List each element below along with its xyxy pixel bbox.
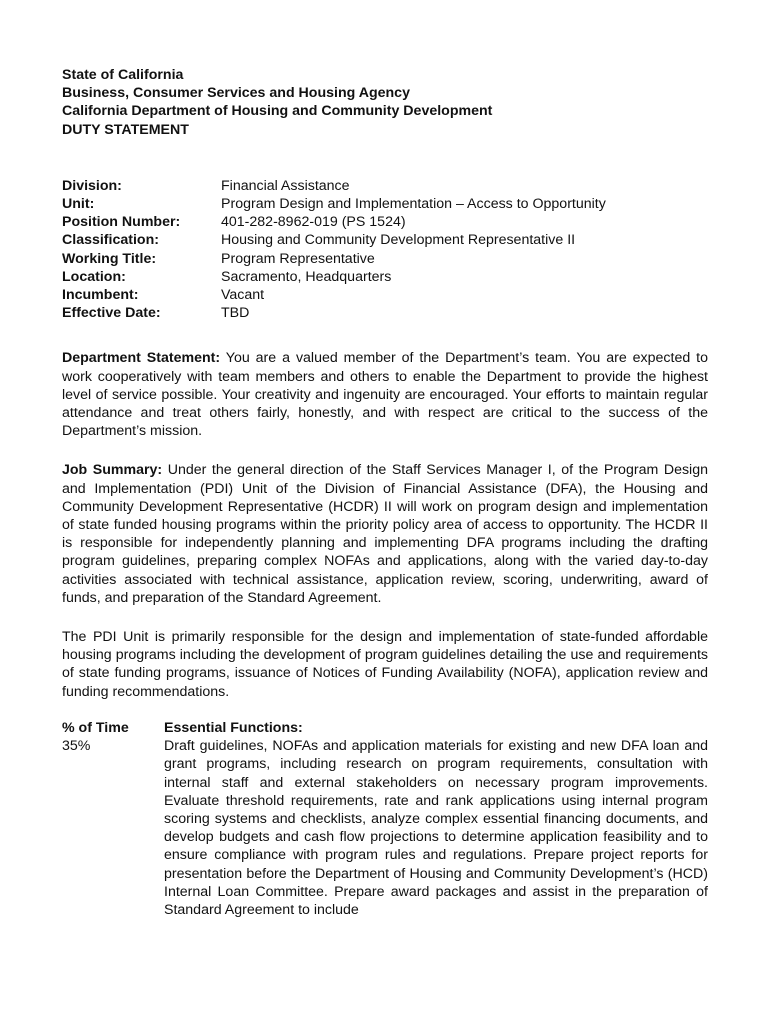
info-value: 401-282-8962-019 (PS 1524) (221, 214, 406, 231)
header-state: State of California (62, 67, 184, 83)
percent-time-header: % of Time (62, 719, 129, 736)
info-value: Vacant (221, 287, 265, 304)
department-statement-text: You are a valued member of the Department’s team. You are expected to work cooperatively with team members and others to enable the Department to provide the highest level of service possible. Your creativity and ingenuity are encouraged. Your efforts to maintain regular attendance and treat others fairly, honestly, and with respect are critical to the success of the Department’s mission. (62, 350, 708, 440)
info-row-unit (62, 195, 708, 213)
info-row-classification (62, 231, 708, 249)
info-value: TBD (221, 305, 250, 322)
info-label: Incumbent: (62, 287, 139, 304)
info-value: Program Design and Implementation – Access to Opportunity (221, 196, 606, 213)
info-row-location (62, 268, 708, 286)
header-agency: Business, Consumer Services and Housing Agency (62, 85, 410, 102)
info-label: Classification: (62, 232, 159, 249)
info-label: Position Number: (62, 214, 181, 231)
info-value: Sacramento, Headquarters (221, 268, 392, 285)
pdi-unit-paragraph: The PDI Unit is primarily responsible for the design and implementation of state-funded affordable housing programs including the development of program guidelines detailing the use and requirements of state funding programs, issuance of Notices of Funding Availability (NOFA), application review and funding recommendations. (62, 629, 708, 700)
department-statement-label: Department Statement: (62, 350, 221, 367)
info-label: Location: (62, 268, 126, 285)
info-label: Unit: (62, 196, 95, 213)
info-value: Program Representative (221, 250, 375, 267)
header-department: California Department of Housing and Community Development (62, 103, 493, 120)
info-value: Financial Assistance (221, 177, 350, 194)
info-row-incumbent (62, 286, 708, 304)
document-header (62, 66, 708, 139)
info-label: Effective Date: (62, 305, 161, 322)
header-title: DUTY STATEMENT (62, 121, 189, 138)
info-value: Housing and Community Development Representative II (221, 232, 576, 249)
job-summary (62, 461, 708, 607)
essential-functions-header (62, 719, 708, 737)
function-percent: 35% (62, 738, 91, 755)
info-row-division (62, 177, 708, 195)
job-summary-label: Job Summary: (62, 462, 163, 479)
info-row-working-title (62, 250, 708, 268)
position-info (62, 177, 708, 323)
essential-functions-title: Essential Functions: (164, 719, 303, 736)
essential-function-row (62, 737, 708, 919)
job-summary-text: Under the general direction of the Staff Services Manager I, of the Program Design and Implementation (PDI) Unit of the Division of Financial Assistance (DFA), the Housing and Community Development Representative (HCDR) II will work on program design and implementation of state funded housing programs within the priority policy area of access to opportunity. The HCDR II is responsible for independently planning and implementing DFA programs including the drafting program guidelines, preparing complex NOFAs and applications, along with the varied day-to-day activities associated with technical assistance, application review, scoring, underwriting, award of funds, and preparation of the Standard Agreement. (62, 462, 708, 606)
function-description: Draft guidelines, NOFAs and application materials for existing and new DFA loan and grant programs, including research on program requirements, consultation with internal staff and external stakeholders on necessary program improvements. Evaluate threshold requirements, rate and rank applications using internal program scoring systems and checklists, analyze complex essential financing documents, and develop budgets and cash flow projections to determine application feasibility and to ensure compliance with program rules and regulations. Prepare project reports for presentation before the Department of Housing and Community Development’s (HCD) Internal Loan Committee. Prepare award packages and assist in the preparation of Standard Agreement to include (164, 738, 708, 918)
info-row-effective-date (62, 304, 708, 322)
duty-statement-page (62, 66, 708, 919)
department-statement (62, 349, 708, 440)
info-label: Working Title: (62, 250, 157, 267)
info-label: Division: (62, 177, 122, 194)
info-row-position-number (62, 213, 708, 231)
